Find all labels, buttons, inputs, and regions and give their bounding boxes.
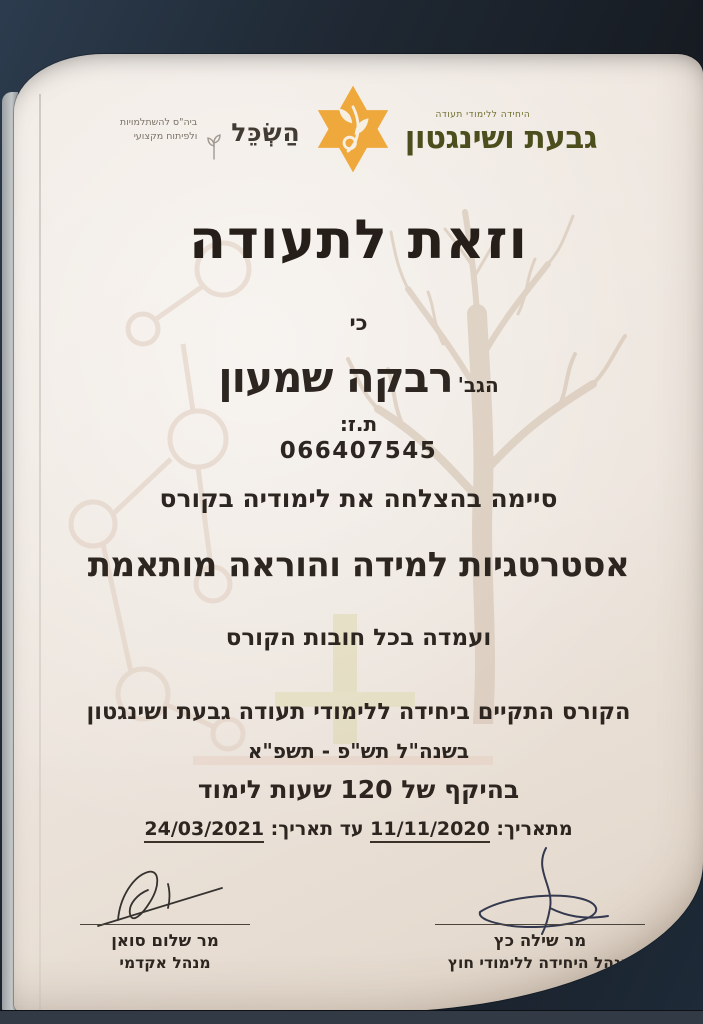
signature-right-line <box>435 924 645 925</box>
logo-header <box>14 90 703 174</box>
signature-left-block <box>80 860 250 972</box>
recipient-name: רבקה שמעון <box>218 353 453 402</box>
star-of-david-logo-icon <box>311 84 395 174</box>
signature-left-line <box>80 924 250 925</box>
dates-line <box>14 818 703 840</box>
that-word: כי <box>349 311 368 335</box>
signature-right-name: מר שילה כץ <box>493 931 587 950</box>
date-until-label: עד תאריך: <box>270 818 364 840</box>
certificate-document <box>14 54 703 1012</box>
school-subtitle <box>120 116 197 145</box>
table-surface-strip <box>0 1010 703 1024</box>
signature-left-role: מנהל אקדמי <box>119 954 211 972</box>
school-subtitle-line1: ביה"ס להשתלמויות <box>119 116 198 128</box>
sprout-icon <box>207 134 221 160</box>
id-label: ת.ז: <box>339 412 378 436</box>
academic-year-line: בשנה"ל תש"פ - תשפ"א <box>247 739 470 763</box>
requirements-line: ועמדה בכל חובות הקורס <box>225 625 492 651</box>
date-from-value: 11/11/2020 <box>370 818 490 843</box>
course-name: אסטרטגיות למידה והוראה מותאמת <box>87 545 630 585</box>
org-name-block <box>405 111 597 154</box>
id-number: 066407545 <box>279 438 438 464</box>
recipient-line <box>14 353 703 402</box>
org-name: גבעת ושינגטון <box>404 119 598 156</box>
signature-left-name: מר שלום סואן <box>111 931 219 950</box>
venue-line: הקורס התקיים ביחידה ללימודי תעודה גבעת ושינגטון <box>86 699 631 725</box>
signatures-row <box>14 846 703 972</box>
completion-line: סיימה בהצלחה את לימודיה בקורס <box>159 484 558 513</box>
signature-right-role: מנהל היחידה ללימודי חוץ <box>447 954 633 972</box>
honorific: הגב' <box>457 373 499 397</box>
signature-right-block <box>435 846 645 972</box>
certificate-title: וזאת לתעודה <box>188 208 529 271</box>
hours-line: בהיקף של 120 שעות לימוד <box>197 775 520 804</box>
school-subtitle-line2: ולפיתוח מקצועי <box>133 131 198 142</box>
date-until-value: 24/03/2021 <box>144 818 264 843</box>
unit-subtitle: היחידה ללימודי תעודה <box>435 109 531 120</box>
signature-left-scribble <box>90 860 240 938</box>
haseichel-wordmark: הַשְׂכֵּל <box>231 117 301 147</box>
date-from-label: מתאריך: <box>496 818 573 840</box>
